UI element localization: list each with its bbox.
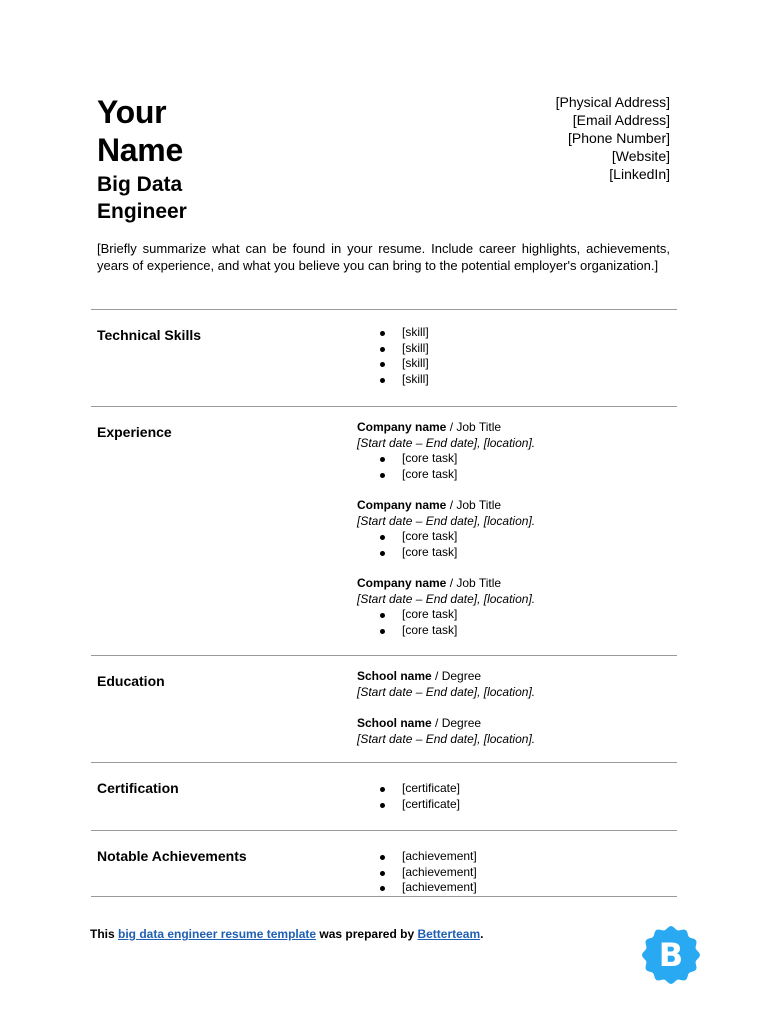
contact-address: [Physical Address]: [555, 94, 670, 110]
achievements-list: [357, 849, 477, 896]
resume-name: [97, 93, 183, 169]
entry-dates: [Start date – End date], [location].: [357, 591, 536, 606]
section-title-achievements: Notable Achievements: [97, 848, 247, 864]
experience-entry: [357, 420, 535, 482]
contact-website: [Website]: [611, 148, 670, 164]
separator: /: [446, 576, 457, 590]
experience-entry: [357, 576, 535, 638]
list-item: [core task]: [357, 529, 535, 545]
footer-credit: [90, 927, 484, 941]
experience-entry: [357, 498, 535, 560]
list-item: [achievement]: [357, 880, 477, 896]
logo-letter: B: [658, 936, 684, 974]
list-item: [skill]: [357, 356, 429, 372]
company-name: Company name: [357, 420, 447, 434]
divider: [91, 655, 677, 656]
list-item: [achievement]: [357, 849, 477, 865]
divider: [91, 309, 677, 310]
contact-email: [Email Address]: [572, 112, 670, 128]
title-line-1: Big Data: [97, 173, 183, 196]
job-role: Job Title: [456, 498, 502, 512]
separator: /: [446, 498, 457, 512]
footer-middle: was prepared by: [316, 927, 418, 941]
footer-suffix: .: [480, 927, 484, 941]
list-item: [skill]: [357, 341, 429, 357]
list-item: [achievement]: [357, 865, 477, 881]
education-entry: [357, 669, 535, 700]
betterteam-logo-icon[interactable]: [641, 925, 701, 985]
job-title: [97, 171, 187, 225]
job-role: Job Title: [456, 420, 502, 434]
footer-prefix: This: [90, 927, 119, 941]
job-role: Job Title: [456, 576, 502, 590]
divider: [91, 406, 677, 407]
entry-dates: [Start date – End date], [location].: [357, 684, 536, 699]
entry-dates: [Start date – End date], [location].: [357, 513, 536, 528]
separator: /: [446, 420, 457, 434]
list-item: [certificate]: [357, 781, 460, 797]
list-item: [core task]: [357, 451, 535, 467]
separator: /: [431, 716, 442, 730]
section-title-certification: Certification: [97, 780, 179, 796]
list-item: [core task]: [357, 467, 535, 483]
template-link[interactable]: big data engineer resume template: [118, 927, 317, 941]
list-item: [core task]: [357, 607, 535, 623]
divider: [91, 896, 677, 897]
separator: /: [431, 669, 442, 683]
contact-linkedin: [LinkedIn]: [609, 166, 670, 182]
degree: Degree: [441, 669, 482, 683]
name-line-2: Name: [97, 132, 183, 168]
summary-paragraph: [Briefly summarize what can be found in your resume. Include career highlights, achievements, years of experience, and what you believe you can bring to the potential employer's organization.]: [97, 241, 670, 273]
skills-list: [357, 325, 429, 387]
contact-phone: [Phone Number]: [568, 130, 670, 146]
name-line-1: Your: [97, 94, 167, 130]
company-name: Company name: [357, 576, 447, 590]
section-title-education: Education: [97, 673, 165, 689]
company-name: Company name: [357, 498, 447, 512]
entry-dates: [Start date – End date], [location].: [357, 731, 536, 746]
list-item: [core task]: [357, 545, 535, 561]
degree: Degree: [441, 716, 482, 730]
title-line-2: Engineer: [97, 200, 187, 223]
certification-list: [357, 781, 460, 812]
list-item: [skill]: [357, 325, 429, 341]
section-title-experience: Experience: [97, 424, 172, 440]
list-item: [core task]: [357, 623, 535, 639]
list-item: [skill]: [357, 372, 429, 388]
betterteam-link[interactable]: Betterteam: [417, 927, 481, 941]
contact-block: [556, 93, 670, 183]
school-name: School name: [357, 669, 432, 683]
education-list: [357, 669, 535, 763]
section-title-skills: Technical Skills: [97, 327, 202, 343]
school-name: School name: [357, 716, 432, 730]
divider: [91, 830, 677, 831]
education-entry: [357, 716, 535, 747]
experience-list: [357, 420, 535, 654]
entry-dates: [Start date – End date], [location].: [357, 435, 536, 450]
list-item: [certificate]: [357, 797, 460, 813]
